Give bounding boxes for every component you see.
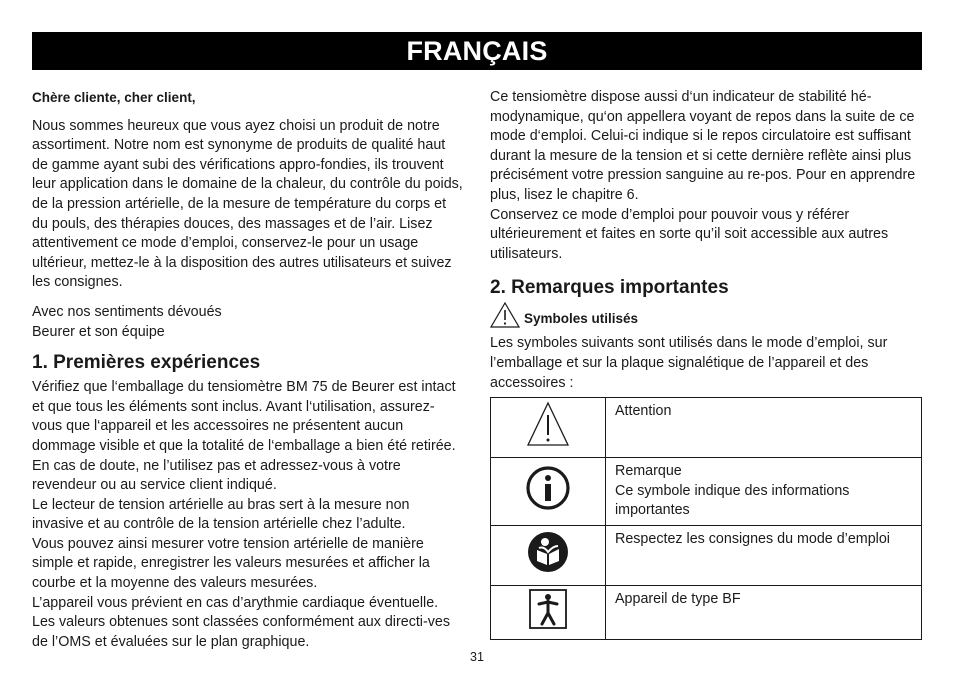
section-1-paragraph-3: Vous pouvez ainsi mesurer votre tension artérielle de manière simple et rapide, enregistrer les valeurs mesurées et afficher la courbe et la moyenne des valeurs mesurées. — [32, 535, 430, 592]
info-circle-icon — [525, 465, 571, 511]
symbols-heading-label: Symboles utilisés — [524, 310, 639, 326]
left-column — [32, 88, 464, 652]
symbol-description — [606, 458, 922, 526]
symbol-cell — [491, 525, 606, 585]
closing-line-1: Avec nos sentiments dévoués — [32, 303, 222, 320]
banner-title: FRANÇAIS — [406, 35, 548, 66]
section-1-paragraph-1: Vérifiez que l‘emballage du tensiomètre BM 75 de Beurer est intact et que tous les éléments sont inclus. Avant l‘utilisation, assurez-vous que l‘appareil et les accessoires ne présentent aucun dommage visible et que la totalité de l‘emballage a bien été retirée. En cas de doute, ne l’utilisez pas et adressez-vous à votre revendeur ou au service client indiqué. — [32, 379, 456, 494]
symbol-description — [606, 525, 922, 585]
symbol-description — [606, 398, 922, 458]
greeting: Chère cliente, cher client, — [32, 90, 196, 105]
section-1-paragraph-4: L’appareil vous prévient en cas d’arythmie cardiaque éventuelle. Les valeurs obtenues sont classées conformément aux directi-ves de l’OMS et évaluées sur le plan graphique. — [32, 594, 450, 650]
symbol-label: Remarque — [615, 463, 682, 480]
read-manual-icon — [527, 531, 569, 573]
section-2-heading: 2. Remarques importantes — [490, 277, 729, 299]
table-row — [491, 458, 922, 526]
warning-triangle-icon — [526, 401, 570, 447]
symbols-heading — [490, 302, 922, 328]
symbol-detail: Ce symbole indique des informations importantes — [615, 482, 850, 519]
right-column — [490, 88, 922, 640]
language-banner — [32, 32, 922, 70]
symbol-description — [606, 585, 922, 639]
type-bf-icon — [528, 588, 568, 630]
section-1-paragraph-2: Le lecteur de tension artérielle au bras sert à la mesure non invasive et au contrôle de la tension artérielle chez l’adulte. — [32, 496, 410, 533]
stability-paragraph: Ce tensiomètre dispose aussi d‘un indicateur de stabilité hé-modynamique, qu‘on appellera voyant de repos dans la suite de ce mode d‘emploi. Celui-ci indique si le repos circulatoire est suffisant durant la mesure de la tension et si cette dernière reflète ainsi plus précisément votre pression sanguine au re-pos. Pour en apprendre plus, lisez le chapitre 6. — [490, 89, 916, 203]
symbols-intro: Les symboles suivants sont utilisés dans le mode d’emploi, sur l’emballage et sur la plaque signalétique de l’appareil et des accessoires : — [490, 335, 888, 391]
symbol-cell — [491, 458, 606, 526]
closing-line-2: Beurer et son équipe — [32, 323, 165, 340]
page-number: 31 — [470, 650, 484, 664]
symbol-label: Respectez les consignes du mode d’emploi — [615, 530, 890, 547]
symbol-label: Appareil de type BF — [615, 590, 741, 607]
table-row — [491, 585, 922, 639]
section-1-heading: 1. Premières expériences — [32, 352, 261, 374]
table-row — [491, 525, 922, 585]
keep-manual-paragraph: Conservez ce mode d’emploi pour pouvoir vous y référer ultérieurement et faites en sorte qu’il soit accessible aux autres utilisateurs. — [490, 206, 889, 262]
symbols-table — [490, 397, 922, 640]
symbol-cell — [491, 398, 606, 458]
symbol-cell — [491, 585, 606, 639]
symbol-label: Attention — [615, 403, 672, 420]
warning-triangle-icon — [490, 302, 520, 328]
table-row — [491, 398, 922, 458]
intro-paragraph: Nous sommes heureux que vous ayez choisi un produit de notre assortiment. Notre nom est synonyme de produits de qualité haut de gamme ayant subi des vérifications appro-fondies, ils trouvent leur application dans le domaine de la chaleur, du contrôle du poids, de la pression artérielle, de la mesure de température du corps et du pouls, des thérapies douces, des massages et de l’air. Lisez attentivement ce mode d’emploi, conservez-le pour un usage ultérieur, mettez-le à la disposition des autres utilisateurs et suivez les consignes. — [32, 117, 463, 291]
